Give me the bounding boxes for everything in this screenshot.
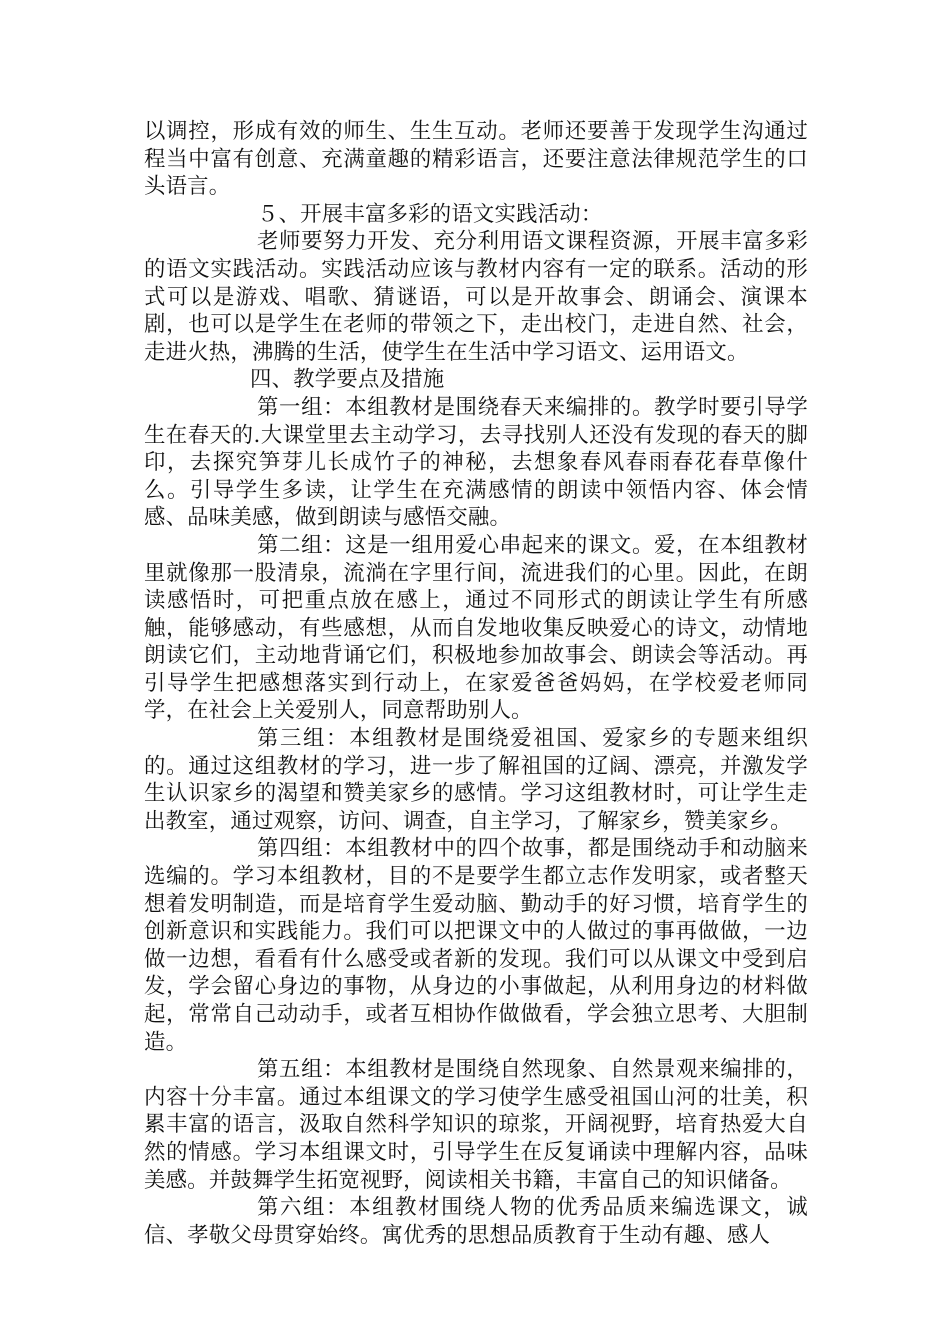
paragraph-group-3: 第三组：本组教材是围绕爱祖国、爱家乡的专题来组织的。通过这组教材的学习，进一步了解祖国的辽阔、漂亮，并激发学生认识家乡的渴望和赞美家乡的感情。学习这组教材时，可让学生走出教室，通过观察，访问、调查，自主学习，了解家乡，赞美家乡。: [144, 726, 808, 834]
paragraph-practice-activities: 老师要努力开发、充分利用语文课程资源，开展丰富多彩的语文实践活动。实践活动应该与教材内容有一定的联系。活动的形式可以是游戏、唱歌、猜谜语，可以是开故事会、朗诵会、演课本剧，也可以是学生在老师的带领之下，走出校门，走进自然、社会，走进火热，沸腾的生活，使学生在生活中学习语文、运用语文。: [144, 229, 808, 365]
paragraph-continuation: 以调控，形成有效的师生、生生互动。老师还要善于发现学生沟通过程当中富有创意、充满童趣的精彩语言，还要注意法律规范学生的口头语言。: [144, 119, 808, 200]
paragraph-group-2: 第二组：这是一组用爱心串起来的课文。爱，在本组教材里就像那一股清泉，流淌在字里行间，流进我们的心里。因此，在朗读感悟时，可把重点放在感上，通过不同形式的朗读让学生有所感触，能够感动，有些感想，从而自发地收集反映爱心的诗文，动情地朗读它们，主动地背诵它们，积极地参加故事会、朗读会等活动。再引导学生把感想落实到行动上，在家爱爸爸妈妈，在学校爱老师同学，在社会上关爱别人，同意帮助别人。: [144, 532, 808, 724]
document-body: [144, 118, 808, 1249]
section-5-heading: ５、开展丰富多彩的语文实践活动：: [257, 201, 603, 227]
paragraph-group-6: 第六组：本组教材围绕人物的优秀品质来编选课文，诚信、孝敬父母贯穿始终。寓优秀的思想品质教育于生动有趣、感人: [144, 1195, 808, 1248]
paragraph-group-4: 第四组：本组教材中的四个故事，都是围绕动手和动脑来选编的。学习本组教材，目的不是要学生都立志作发明家，或者整天想着发明制造，而是培育学生爱动脑、勤动手的好习惯，培育学生的创新意识和实践能力。我们可以把课文中的人做过的事再做做，一边做一边想，看看有什么感受或者新的发现。我们可以从课文中受到启发，学会留心身边的事物，从身边的小事做起，从利用身边的材料做起，常常自己动动手，或者互相协作做做看，学会独立思考、大胆制造。: [144, 836, 808, 1055]
paragraph-group-1: 第一组：本组教材是围绕春天来编排的。教学时要引导学生在春天的.大课堂里去主动学习，去寻找别人还没有发现的春天的脚印，去探究笋芽儿长成竹子的神秘，去想象春风春雨春花春草像什么。引导学生多读，让学生在充满感情的朗读中领悟内容、体会情感、品味美感，做到朗读与感悟交融。: [144, 394, 808, 531]
section-4-heading: 四、教学要点及措施: [250, 367, 445, 393]
paragraph-group-5: 第五组：本组教材是围绕自然现象、自然景观来编排的，内容十分丰富。通过本组课文的学习使学生感受祖国山河的壮美，积累丰富的语言，汲取自然科学知识的琼浆，开阔视野，培育热爱大自然的情感。学习本组课文时，引导学生在反复诵读中理解内容，品味美感。并鼓舞学生拓宽视野，阅读相关书籍，丰富自己的知识储备。: [144, 1057, 808, 1193]
